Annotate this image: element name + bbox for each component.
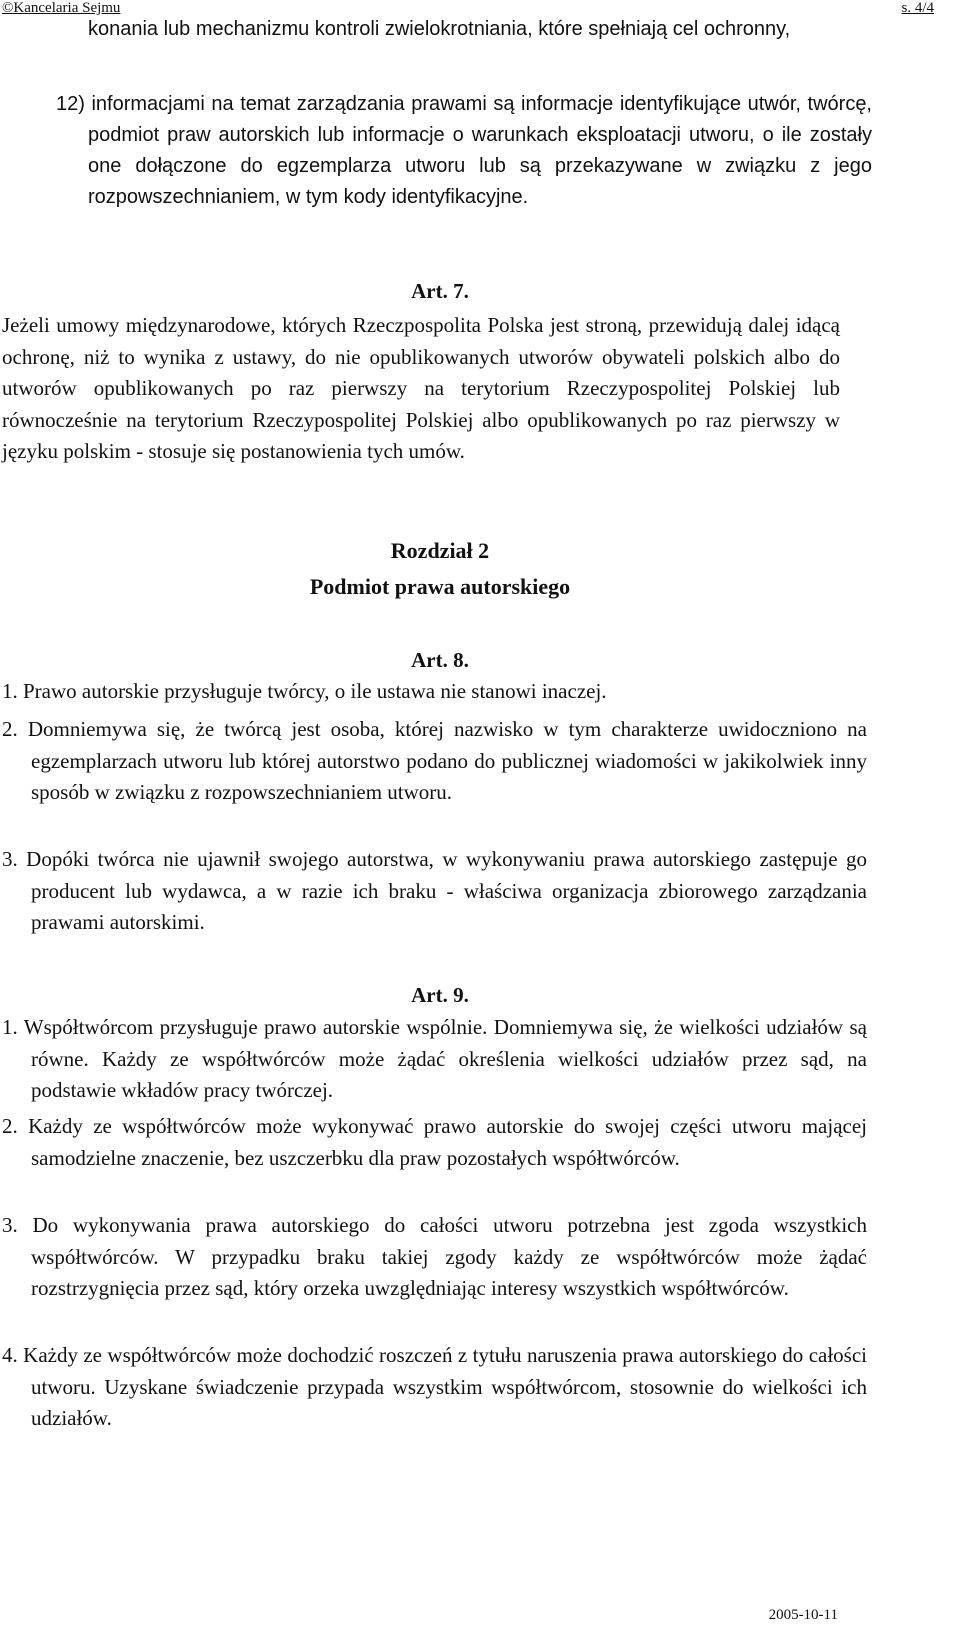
chapter-title: Podmiot prawa autorskiego [309, 574, 571, 599]
art8-item-3: 3. Dopóki twórca nie ujawnił swojego autorstwa, w wykonywaniu prawa autorskiego zastępuje go producent lub wydawca, a w razie ich braku - właściwa organizacja zbiorowego zarządzania prawami autorskimi. [2, 847, 867, 934]
art9-item-2: 2. Każdy ze współtwórców może wykonywać prawo autorskie do swojej części utworu mającej samodzielne znaczenie, bez uszczerbku dla praw pozostałych współtwórców. [2, 1114, 867, 1170]
header-page-number: s. 4/4 [901, 0, 934, 16]
art7-text: Jeżeli umowy międzynarodowe, których Rzeczpospolita Polska jest stroną, przewidują dalej idącą ochronę, niż to wynika z ustawy, do nie opublikowanych utworów obywateli polskich albo do utworów opublikowanych po raz pierwszy na terytorium Rzeczypospolitej Polskiej lub równocześnie na terytorium Rzeczypospolitej Polskiej albo opublikowanych po raz pierwszy w języku polskim - stosuje się postanowienia tych umów. [2, 313, 840, 463]
art8-item-2: 2. Domniemywa się, że twórcą jest osoba, której nazwisko w tym charakterze uwidoczniono na egzemplarzach utworu lub której autorstwo podano do publicznej wiadomości w jakikolwiek inny sposób w związku z rozpowszechnianiem utworu. [2, 717, 867, 804]
header-publisher: ©Kancelaria Sejmu [2, 0, 121, 16]
footer-date: 2005-10-11 [768, 1607, 838, 1623]
art9-heading: Art. 9. [411, 983, 469, 1007]
art9-item-4: 4. Każdy ze współtwórców może dochodzić roszczeń z tytułu naruszenia prawa autorskiego do całości utworu. Uzyskane świadczenie przypada wszystkim współtwórcom, stosownie do wielkości ich udziałów. [2, 1343, 867, 1430]
chapter-number: Rozdział 2 [390, 538, 490, 563]
art6-point-12: 12) informacjami na temat zarządzania prawami są informacje identyfikujące utwór, twórcę, podmiot praw autorskich lub informacje o warunkach eksploatacji utworu, o ile zostały one dołączone do egzemplarza utworu lub są przekazywane w związku z jego rozpowszechnianiem, w tym kody identyfikacyjne. [56, 93, 872, 208]
art8-item-1: 1. Prawo autorskie przysługuje twórcy, o ile ustawa nie stanowi inaczej. [2, 679, 607, 703]
art6-tail-line: konania lub mechanizmu kontroli zwielokrotniania, które spełniają cel ochronny, [88, 18, 791, 40]
art9-item-3: 3. Do wykonywania prawa autorskiego do całości utworu potrzebna jest zgoda wszystkich współtwórców. W przypadku braku takiej zgody każdy ze współtwórców może żądać rozstrzygnięcia przez sąd, który orzeka uwzględniając interesy wszystkich współtwórców. [2, 1213, 867, 1300]
art7-heading: Art. 7. [411, 279, 469, 303]
art8-heading: Art. 8. [411, 648, 469, 672]
art9-item-1: 1. Współtwórcom przysługuje prawo autorskie wspólnie. Domniemywa się, że wielkości udziałów są równe. Każdy ze współtwórców może żądać określenia wielkości udziałów przez sąd, na podstawie wkładów pracy twórczej. [2, 1015, 867, 1102]
